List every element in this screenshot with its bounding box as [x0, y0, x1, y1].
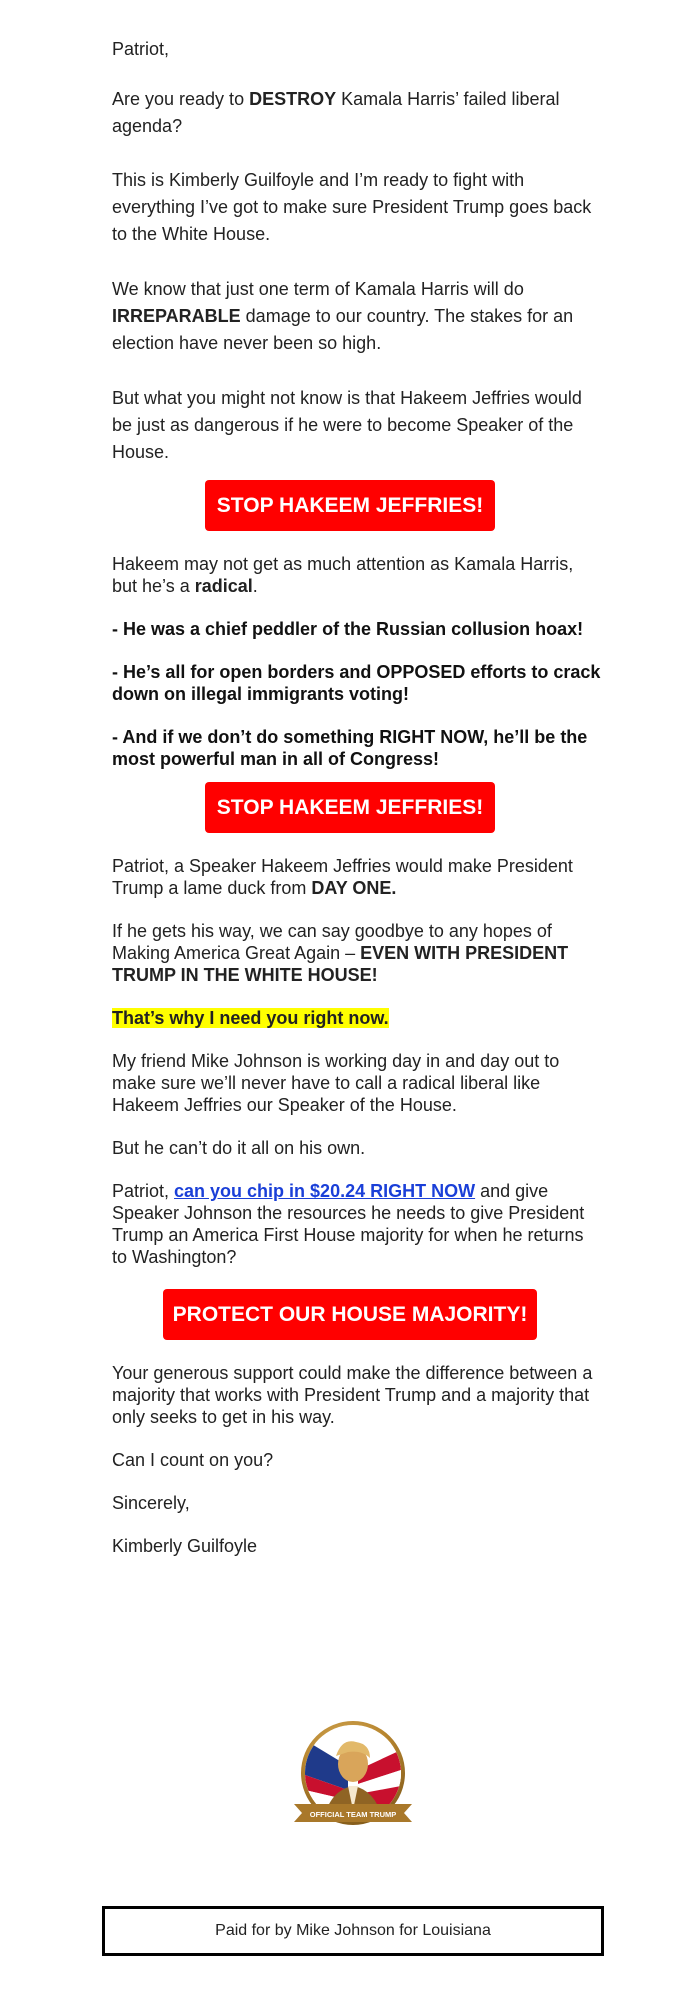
p7-pre: If he gets his way, we can say goodbye to any hopes of Making America Great Again – — [112, 921, 552, 963]
bullet-open-borders: - He’s all for open borders and OPPOSED efforts to crack down on illegal immigrants voting! — [112, 662, 601, 704]
paragraph-jeffries: But what you might not know is that Hakeem Jeffries would be just as dangerous if he were to become Speaker of the House. — [112, 388, 582, 462]
p3-pre: We know that just one term of Kamala Harris will do — [112, 279, 524, 299]
stop-jeffries-button-2[interactable]: STOP HAKEEM JEFFRIES! — [205, 782, 495, 833]
paragraph-own: But he can’t do it all on his own. — [112, 1138, 366, 1158]
p3-bold: IRREPARABLE — [112, 306, 241, 326]
p1-post: Kamala Harris’ failed liberal agenda? — [112, 89, 560, 136]
p3-post: damage to our country. The stakes for an election have never been so high. — [112, 306, 574, 353]
paragraph-count-on-you: Can I count on you? — [112, 1450, 274, 1470]
p1-bold: DESTROY — [249, 89, 337, 109]
protect-majority-button[interactable]: PROTECT OUR HOUSE MAJORITY! — [163, 1289, 537, 1340]
p10-post: and give Speaker Johnson the resources he needs to give President Trump an America First House majority for when he returns to Washington? — [112, 1181, 585, 1267]
p1-pre: Are you ready to — [112, 89, 250, 109]
paragraph-intro: This is Kimberly Guilfoyle and I’m ready to fight with everything I’ve got to make sure President Trump goes back to the White House. — [112, 170, 592, 244]
p5-post: . — [252, 576, 258, 596]
paragraph-chip-in — [112, 1180, 602, 1268]
paragraph-destroy — [112, 86, 602, 140]
paragraph-lame-duck — [112, 855, 602, 899]
signoff: Sincerely, — [112, 1493, 190, 1513]
paragraph-radical — [112, 553, 602, 597]
team-trump-seal-icon — [290, 1720, 416, 1832]
p10-pre: Patriot, — [112, 1181, 175, 1201]
highlighted-text: That’s why I need you right now. — [112, 1008, 389, 1028]
paragraph-support: Your generous support could make the difference between a majority that works with President Trump and a majority that only seeks to get in his way. — [112, 1363, 593, 1427]
paragraph-mike-johnson: My friend Mike Johnson is working day in and day out to make sure we’ll never have to call a radical liberal like Hakeem Jeffries our Speaker of the House. — [112, 1051, 560, 1115]
team-trump-logo — [290, 1720, 416, 1832]
p6-pre: Patriot, a Speaker Hakeem Jeffries would make President Trump a lame duck from — [112, 856, 573, 898]
bullet-russian-hoax: - He was a chief peddler of the Russian collusion hoax! — [112, 619, 584, 639]
logo-text: OFFICIAL TEAM TRUMP — [309, 1810, 397, 1819]
p5-bold: radical — [194, 576, 253, 596]
p7-bold: EVEN WITH PRESIDENT TRUMP IN THE WHITE HOUSE! — [112, 943, 569, 985]
signature: Kimberly Guilfoyle — [112, 1536, 258, 1556]
paragraph-irreparable — [112, 276, 602, 357]
chip-in-link[interactable]: can you chip in $20.24 RIGHT NOW — [174, 1181, 476, 1201]
bullet-powerful-man: - And if we don’t do something RIGHT NOW, he’ll be the most powerful man in all of Congress! — [112, 727, 588, 769]
stop-jeffries-button-1[interactable]: STOP HAKEEM JEFFRIES! — [205, 480, 495, 531]
footer-disclaimer — [102, 1906, 604, 1956]
p6-bold: DAY ONE. — [311, 878, 397, 898]
greeting: Patriot, — [112, 39, 170, 59]
paragraph-maga — [112, 920, 602, 986]
paid-for-text: Paid for by Mike Johnson for Louisiana — [215, 1922, 491, 1939]
p5-pre: Hakeem may not get as much attention as Kamala Harris, but he’s a — [112, 554, 574, 596]
highlight-need-you — [112, 1007, 602, 1029]
